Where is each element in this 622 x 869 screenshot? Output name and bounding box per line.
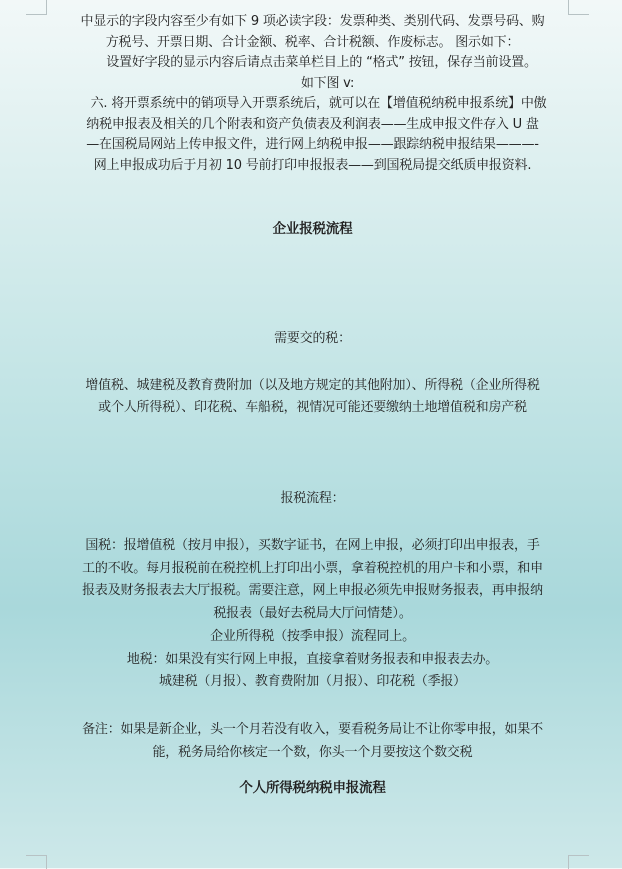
intro-line: —在国税局网站上传申报文件，进行网上纳税申报——跟踪纳税申报结果———- <box>86 137 539 152</box>
intro-line: 中显示的字段内容至少有如下 9 项必读字段：发票种类、类别代码、发票号码、购 <box>80 14 545 29</box>
corner-mark-bottom-right <box>568 855 589 869</box>
note-paragraph <box>40 719 585 764</box>
process-line: 工的不收。每月报税前在税控机上打印出小票，拿着税控机的用户卡和小票，和申 <box>82 560 543 576</box>
corner-mark-bottom-left <box>26 855 47 869</box>
note-line: 备注：如果是新企业，头一个月若没有收入，要看税务局让不让你零申报，如果不 <box>82 722 543 737</box>
process-line: 地税：如果没有实行网上申报，直接拿着财务报表和申报表去办。 <box>126 651 499 667</box>
process-title: 报税流程： <box>280 491 345 506</box>
intro-line: 网上申报成功后于月初 10 号前打印申报报表——到国税局提交纸质申报资料. <box>93 157 532 173</box>
note-line: 能，税务局给你核定一个数，你头一个月要按这个数交税 <box>152 744 473 760</box>
intro-line: 六. 将开票系统中的销项导入开票系统后，就可以在【增值税纳税申报系统】中傲 <box>90 96 547 111</box>
process-line: 企业所得税（按季申报）流程同上。 <box>210 628 415 644</box>
process-line: 城建税（月报）、教育费附加（月报）、印花税（季报） <box>158 674 466 690</box>
taxes-title: 需要交的税： <box>274 331 351 346</box>
heading-enterprise-tax-process: 企业报税流程 <box>272 221 353 237</box>
intro-paragraph <box>40 12 585 176</box>
taxes-line: 或个人所得税）、印花税、车船税，视情况可能还要缴纳土地增值税和房产税 <box>98 400 527 415</box>
process-line: 报表及财务报表去大厅报税。需要注意，网上申报必须先申报财务报表，再申报纳 <box>82 583 543 599</box>
taxes-line: 增值税、城建税及教育费附加（以及地方规定的其他附加）、所得税（企业所得税 <box>85 378 540 393</box>
intro-line: 设置好字段的显示内容后请点击菜单栏目上的 “格式” 按钮，保存当前设置。 <box>106 55 537 70</box>
process-line: 税报表（最好去税局大厅问情楚）。 <box>213 606 412 622</box>
intro-line: 如下图 v: <box>300 75 355 91</box>
intro-line: 方税号、开票日期、合计金额、税率、合计税额、作废标志。 图示如下： <box>105 34 520 50</box>
heading-personal-income-tax-process: 个人所得税纳税申报流程 <box>239 780 386 796</box>
process-paragraph <box>40 535 585 694</box>
process-line: 国税：报增值税（按月申报），买数字证书，在网上申报，必须打印出申报表，手 <box>85 538 540 553</box>
taxes-paragraph <box>40 375 585 419</box>
intro-line: 纳税申报表及相关的几个附表和资产负债表及利润表——生成申报文件存入 U 盘 <box>86 116 539 132</box>
